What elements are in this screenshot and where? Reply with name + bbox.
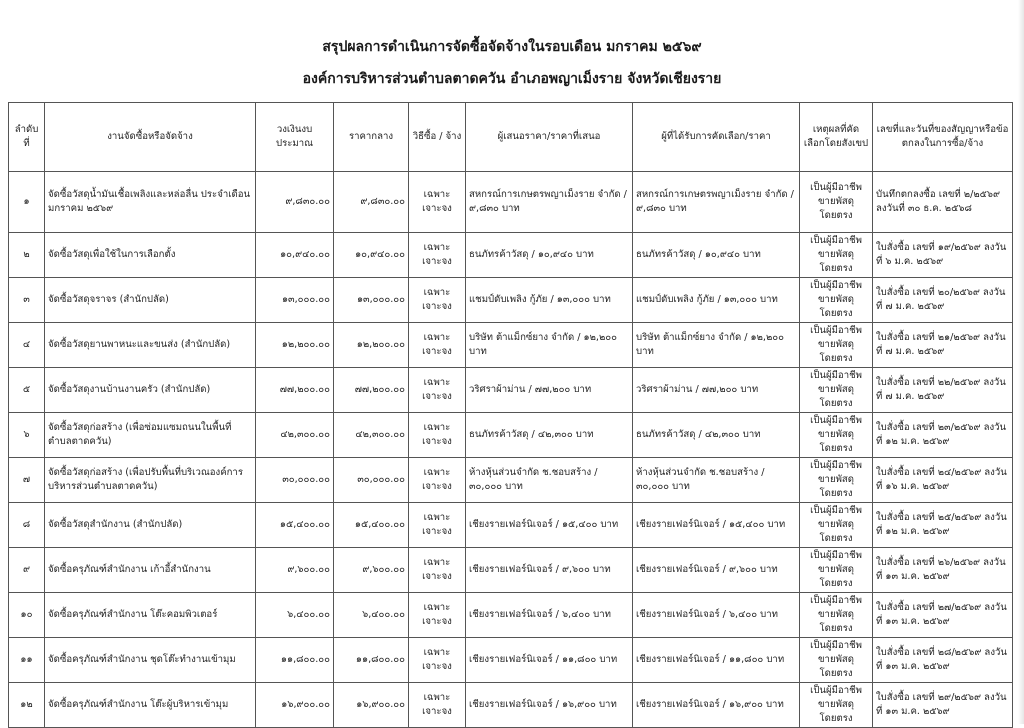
contract-reference: ใบสั่งซื้อ เลขที่ ๒๖/๒๕๖๙ ลงวันที่ ๑๓ ม.ค. ๒๕๖๙ bbox=[873, 548, 1013, 593]
selected-vendor: ธนภัทรค้าวัสดุ / ๔๒,๓๐๐ บาท bbox=[633, 413, 800, 458]
bidder-price: บริษัท ต้าแม็กซ์ยาง จำกัด / ๑๒,๒๐๐ บาท bbox=[466, 323, 633, 368]
table-row bbox=[9, 233, 1013, 278]
selected-vendor: ห้างหุ้นส่วนจำกัด ช.ชอบสร้าง / ๓๐,๐๐๐ บาท bbox=[633, 458, 800, 503]
procurement-method: เฉพาะเจาะจง bbox=[409, 233, 466, 278]
bidder-price: เชียงรายเฟอร์นิเจอร์ / ๑๖,๙๐๐ บาท bbox=[466, 683, 633, 728]
table-row bbox=[9, 683, 1013, 728]
budget-amount: ๑๒,๒๐๐.๐๐ bbox=[256, 323, 334, 368]
selection-reason: เป็นผู้มีอาชีพ ขายพัสดุโดยตรง bbox=[800, 548, 873, 593]
item-description: จัดซื้อครุภัณฑ์สำนักงาน เก้าอี้สำนักงาน bbox=[45, 548, 256, 593]
row-number: ๕ bbox=[9, 368, 45, 413]
contract-reference: ใบสั่งซื้อ เลขที่ ๒๓/๒๕๖๙ ลงวันที่ ๑๒ ม.ค. ๒๕๖๙ bbox=[873, 413, 1013, 458]
bidder-price: วริศราผ้าม่าน / ๗๗,๒๐๐ บาท bbox=[466, 368, 633, 413]
row-number: ๗ bbox=[9, 458, 45, 503]
document-subtitle: องค์การบริหารส่วนตำบลตาดควัน อำเภอพญาเม็งราย จังหวัดเชียงราย bbox=[302, 71, 722, 87]
contract-reference: ใบสั่งซื้อ เลขที่ ๒๙/๒๕๖๙ ลงวันที่ ๑๓ ม.ค. ๒๕๖๙ bbox=[873, 683, 1013, 728]
selected-vendor: เชียงรายเฟอร์นิเจอร์ / ๙,๖๐๐ บาท bbox=[633, 548, 800, 593]
selection-reason: เป็นผู้มีอาชีพ ขายพัสดุโดยตรง bbox=[800, 278, 873, 323]
median-price: ๑๑,๘๐๐.๐๐ bbox=[334, 638, 409, 683]
procurement-method: เฉพาะเจาะจง bbox=[409, 413, 466, 458]
selection-reason: เป็นผู้มีอาชีพ ขายพัสดุโดยตรง bbox=[800, 593, 873, 638]
median-price: ๙,๘๓๐.๐๐ bbox=[334, 172, 409, 233]
selection-reason: เป็นผู้มีอาชีพ ขายพัสดุโดยตรง bbox=[800, 503, 873, 548]
contract-reference: ใบสั่งซื้อ เลขที่ ๒๕/๒๕๖๙ ลงวันที่ ๑๒ ม.ค. ๒๕๖๙ bbox=[873, 503, 1013, 548]
procurement-method: เฉพาะเจาะจง bbox=[409, 593, 466, 638]
selected-vendor: เชียงรายเฟอร์นิเจอร์ / ๑๖,๙๐๐ บาท bbox=[633, 683, 800, 728]
bidder-price: แชมป์ดับเพลิง กู้ภัย / ๑๓,๐๐๐ บาท bbox=[466, 278, 633, 323]
procurement-method: เฉพาะเจาะจง bbox=[409, 323, 466, 368]
header-budget: วงเงินงบประมาณ bbox=[256, 103, 334, 172]
budget-amount: ๔๒,๓๐๐.๐๐ bbox=[256, 413, 334, 458]
item-description: จัดซื้อวัสดุก่อสร้าง (เพื่อซ่อมแซมถนนในพื้นที่ตำบลตาดควัน) bbox=[45, 413, 256, 458]
row-number: ๑๐ bbox=[9, 593, 45, 638]
selected-vendor: เชียงรายเฟอร์นิเจอร์ / ๖,๔๐๐ บาท bbox=[633, 593, 800, 638]
header-contract: เลขที่และวันที่ของสัญญาหรือข้อตกลงในการซื้อ/จ้าง bbox=[873, 103, 1013, 172]
procurement-method: เฉพาะเจาะจง bbox=[409, 368, 466, 413]
selected-vendor: วริศราผ้าม่าน / ๗๗,๒๐๐ บาท bbox=[633, 368, 800, 413]
median-price: ๙,๖๐๐.๐๐ bbox=[334, 548, 409, 593]
procurement-method: เฉพาะเจาะจง bbox=[409, 278, 466, 323]
table-header-row bbox=[9, 103, 1013, 172]
median-price: ๑๖,๙๐๐.๐๐ bbox=[334, 683, 409, 728]
item-description: จัดซื้อวัสดุน้ำมันเชื้อเพลิงและหล่อลื่น ประจำเดือน มกราคม ๒๕๖๙ bbox=[45, 172, 256, 233]
budget-amount: ๑๕,๔๐๐.๐๐ bbox=[256, 503, 334, 548]
bidder-price: ห้างหุ้นส่วนจำกัด ช.ชอบสร้าง / ๓๐,๐๐๐ บาท bbox=[466, 458, 633, 503]
procurement-table bbox=[8, 102, 1013, 728]
bidder-price: เชียงรายเฟอร์นิเจอร์ / ๖,๔๐๐ บาท bbox=[466, 593, 633, 638]
selected-vendor: แชมป์ดับเพลิง กู้ภัย / ๑๓,๐๐๐ บาท bbox=[633, 278, 800, 323]
budget-amount: ๑๑,๘๐๐.๐๐ bbox=[256, 638, 334, 683]
procurement-method: เฉพาะเจาะจง bbox=[409, 548, 466, 593]
table-row bbox=[9, 413, 1013, 458]
item-description: จัดซื้อวัสดุงานบ้านงานครัว (สำนักปลัด) bbox=[45, 368, 256, 413]
procurement-method: เฉพาะเจาะจง bbox=[409, 458, 466, 503]
table-row bbox=[9, 638, 1013, 683]
selected-vendor: บริษัท ต้าแม็กซ์ยาง จำกัด / ๑๒,๒๐๐ บาท bbox=[633, 323, 800, 368]
item-description: จัดซื้อวัสดุยานพาหนะและขนส่ง (สำนักปลัด) bbox=[45, 323, 256, 368]
contract-reference: ใบสั่งซื้อ เลขที่ ๒๗/๒๕๖๙ ลงวันที่ ๑๓ ม.ค. ๒๕๖๙ bbox=[873, 593, 1013, 638]
table-row bbox=[9, 593, 1013, 638]
selected-vendor: เชียงรายเฟอร์นิเจอร์ / ๑๑,๘๐๐ บาท bbox=[633, 638, 800, 683]
table-row bbox=[9, 458, 1013, 503]
table-row bbox=[9, 368, 1013, 413]
budget-amount: ๙,๘๓๐.๐๐ bbox=[256, 172, 334, 233]
budget-amount: ๑๐,๙๔๐.๐๐ bbox=[256, 233, 334, 278]
table-row bbox=[9, 323, 1013, 368]
header-reason: เหตุผลที่คัดเลือกโดยสังเขป bbox=[800, 103, 873, 172]
header-method: วิธีซื้อ / จ้าง bbox=[409, 103, 466, 172]
item-description: จัดซื้อครุภัณฑ์สำนักงาน ชุดโต๊ะทำงานเข้ามุม bbox=[45, 638, 256, 683]
budget-amount: ๗๗,๒๐๐.๐๐ bbox=[256, 368, 334, 413]
budget-amount: ๑๓,๐๐๐.๐๐ bbox=[256, 278, 334, 323]
contract-reference: ใบสั่งซื้อ เลขที่ ๒๐/๒๕๖๙ ลงวันที่ ๗ ม.ค. ๒๕๖๙ bbox=[873, 278, 1013, 323]
row-number: ๑ bbox=[9, 172, 45, 233]
median-price: ๑๕,๔๐๐.๐๐ bbox=[334, 503, 409, 548]
header-median-price: ราคากลาง bbox=[334, 103, 409, 172]
contract-reference: ใบสั่งซื้อ เลขที่ ๒๔/๒๕๖๙ ลงวันที่ ๑๖ ม.ค. ๒๕๖๙ bbox=[873, 458, 1013, 503]
procurement-method: เฉพาะเจาะจง bbox=[409, 172, 466, 233]
procurement-method: เฉพาะเจาะจง bbox=[409, 638, 466, 683]
header-winner: ผู้ที่ได้รับการคัดเลือก/ราคา bbox=[633, 103, 800, 172]
contract-reference: ใบสั่งซื้อ เลขที่ ๒๒/๒๕๖๙ ลงวันที่ ๗ ม.ค. ๒๕๖๙ bbox=[873, 368, 1013, 413]
budget-amount: ๑๖,๙๐๐.๐๐ bbox=[256, 683, 334, 728]
contract-reference: บันทึกตกลงซื้อ เลขที่ ๒/๒๕๖๙ ลงวันที่ ๓๐ ธ.ค. ๒๕๖๘ bbox=[873, 172, 1013, 233]
budget-amount: ๙,๖๐๐.๐๐ bbox=[256, 548, 334, 593]
header-no: ลำดับที่ bbox=[9, 103, 45, 172]
scan-edge-shadow bbox=[1018, 0, 1024, 724]
item-description: จัดซื้อวัสดุเพื่อใช้ในการเลือกตั้ง bbox=[45, 233, 256, 278]
selection-reason: เป็นผู้มีอาชีพ ขายพัสดุโดยตรง bbox=[800, 458, 873, 503]
median-price: ๖,๔๐๐.๐๐ bbox=[334, 593, 409, 638]
median-price: ๗๗,๒๐๐.๐๐ bbox=[334, 368, 409, 413]
bidder-price: เชียงรายเฟอร์นิเจอร์ / ๑๕,๔๐๐ บาท bbox=[466, 503, 633, 548]
selected-vendor: เชียงรายเฟอร์นิเจอร์ / ๑๕,๔๐๐ บาท bbox=[633, 503, 800, 548]
row-number: ๙ bbox=[9, 548, 45, 593]
item-description: จัดซื้อวัสดุจราจร (สำนักปลัด) bbox=[45, 278, 256, 323]
selected-vendor: ธนภัทรค้าวัสดุ / ๑๐,๙๔๐ บาท bbox=[633, 233, 800, 278]
table-row bbox=[9, 172, 1013, 233]
bidder-price: เชียงรายเฟอร์นิเจอร์ / ๙,๖๐๐ บาท bbox=[466, 548, 633, 593]
header-item: งานจัดซื้อหรือจัดจ้าง bbox=[45, 103, 256, 172]
selection-reason: เป็นผู้มีอาชีพ ขายพัสดุโดยตรง bbox=[800, 368, 873, 413]
contract-reference: ใบสั่งซื้อ เลขที่ ๒๑/๒๕๖๙ ลงวันที่ ๗ ม.ค. ๒๕๖๙ bbox=[873, 323, 1013, 368]
table-row bbox=[9, 278, 1013, 323]
selection-reason: เป็นผู้มีอาชีพ ขายพัสดุโดยตรง bbox=[800, 638, 873, 683]
median-price: ๑๓,๐๐๐.๐๐ bbox=[334, 278, 409, 323]
item-description: จัดซื้อครุภัณฑ์สำนักงาน โต๊ะคอมพิวเตอร์ bbox=[45, 593, 256, 638]
contract-reference: ใบสั่งซื้อ เลขที่ ๒๘/๒๕๖๙ ลงวันที่ ๑๓ ม.ค. ๒๕๖๙ bbox=[873, 638, 1013, 683]
bidder-price: ธนภัทรค้าวัสดุ / ๔๒,๓๐๐ บาท bbox=[466, 413, 633, 458]
row-number: ๘ bbox=[9, 503, 45, 548]
document-title: สรุปผลการดำเนินการจัดซื้อจัดจ้างในรอบเดือน มกราคม ๒๕๖๙ bbox=[322, 39, 702, 55]
table-body bbox=[9, 172, 1013, 728]
bidder-price: สหกรณ์การเกษตรพญาเม็งราย จำกัด / ๙,๘๓๐ บาท bbox=[466, 172, 633, 233]
header-bidder: ผู้เสนอราคา/ราคาที่เสนอ bbox=[466, 103, 633, 172]
selected-vendor: สหกรณ์การเกษตรพญาเม็งราย จำกัด / ๙,๘๓๐ บาท bbox=[633, 172, 800, 233]
item-description: จัดซื้อวัสดุสำนักงาน (สำนักปลัด) bbox=[45, 503, 256, 548]
row-number: ๖ bbox=[9, 413, 45, 458]
budget-amount: ๖,๔๐๐.๐๐ bbox=[256, 593, 334, 638]
selection-reason: เป็นผู้มีอาชีพ ขายพัสดุโดยตรง bbox=[800, 233, 873, 278]
selection-reason: เป็นผู้มีอาชีพ ขายพัสดุโดยตรง bbox=[800, 683, 873, 728]
item-description: จัดซื้อครุภัณฑ์สำนักงาน โต๊ะผู้บริหารเข้ามุม bbox=[45, 683, 256, 728]
selection-reason: เป็นผู้มีอาชีพ ขายพัสดุโดยตรง bbox=[800, 172, 873, 233]
row-number: ๑๑ bbox=[9, 638, 45, 683]
median-price: ๔๒,๓๐๐.๐๐ bbox=[334, 413, 409, 458]
table-row bbox=[9, 503, 1013, 548]
median-price: ๑๐,๙๔๐.๐๐ bbox=[334, 233, 409, 278]
row-number: ๓ bbox=[9, 278, 45, 323]
selection-reason: เป็นผู้มีอาชีพ ขายพัสดุโดยตรง bbox=[800, 323, 873, 368]
bidder-price: เชียงรายเฟอร์นิเจอร์ / ๑๑,๘๐๐ บาท bbox=[466, 638, 633, 683]
contract-reference: ใบสั่งซื้อ เลขที่ ๑๙/๒๕๖๙ ลงวันที่ ๖ ม.ค. ๒๕๖๙ bbox=[873, 233, 1013, 278]
table-row bbox=[9, 548, 1013, 593]
budget-amount: ๓๐,๐๐๐.๐๐ bbox=[256, 458, 334, 503]
bidder-price: ธนภัทรค้าวัสดุ / ๑๐,๙๔๐ บาท bbox=[466, 233, 633, 278]
row-number: ๑๒ bbox=[9, 683, 45, 728]
selection-reason: เป็นผู้มีอาชีพ ขายพัสดุโดยตรง bbox=[800, 413, 873, 458]
procurement-method: เฉพาะเจาะจง bbox=[409, 683, 466, 728]
procurement-method: เฉพาะเจาะจง bbox=[409, 503, 466, 548]
median-price: ๑๒,๒๐๐.๐๐ bbox=[334, 323, 409, 368]
median-price: ๓๐,๐๐๐.๐๐ bbox=[334, 458, 409, 503]
item-description: จัดซื้อวัสดุก่อสร้าง (เพื่อปรับพื้นที่บริเวณองค์การบริหารส่วนตำบลตาดควัน) bbox=[45, 458, 256, 503]
row-number: ๔ bbox=[9, 323, 45, 368]
row-number: ๒ bbox=[9, 233, 45, 278]
